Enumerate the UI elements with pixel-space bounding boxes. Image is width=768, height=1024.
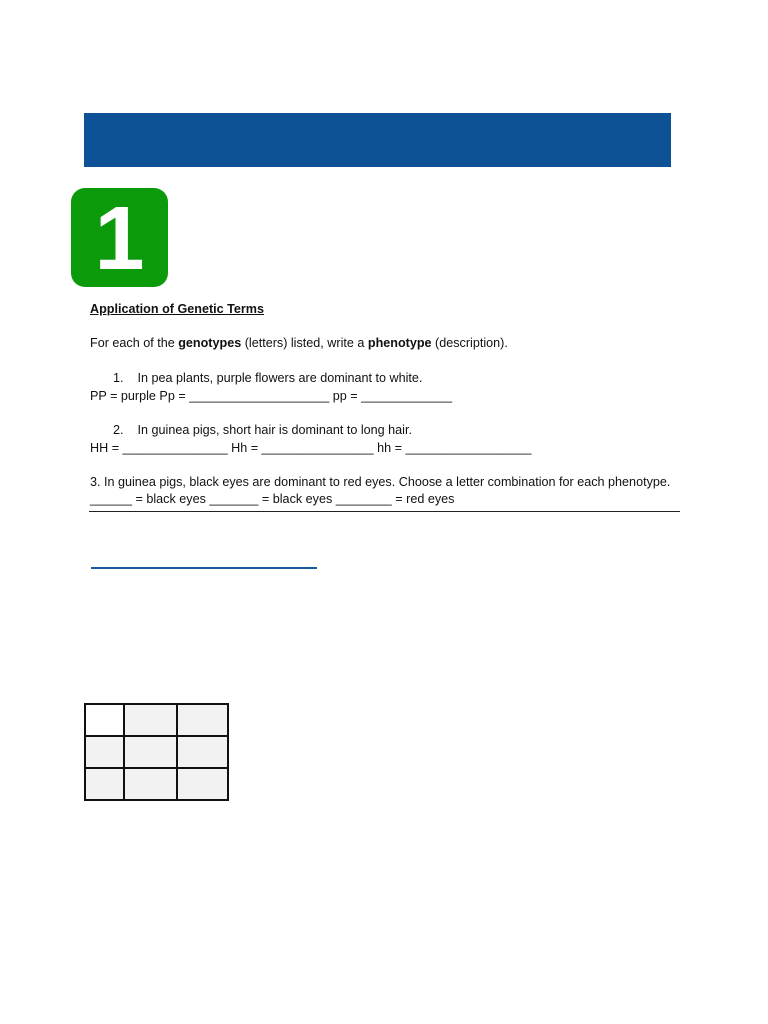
punnett-cell[interactable] (124, 768, 177, 800)
header-banner (84, 113, 671, 167)
punnett-cell[interactable] (177, 768, 228, 800)
punnett-row (85, 736, 228, 768)
genotypes-term: genotypes (178, 336, 242, 350)
question-1-answer-line[interactable]: PP = purple Pp = ____________________ pp = _____________ (90, 389, 453, 403)
punnett-row (85, 704, 228, 736)
question-3-text: 3. In guinea pigs, black eyes are dominant to red eyes. Choose a letter combination for each phenotype. (90, 475, 671, 489)
question-2-number: 2. (113, 423, 124, 437)
punnett-header-cell[interactable] (85, 768, 124, 800)
question-2 (113, 422, 412, 438)
section-number: 1 (94, 188, 145, 289)
section-divider (89, 511, 680, 512)
punnett-square (84, 703, 229, 801)
punnett-header-cell[interactable] (85, 736, 124, 768)
section-number-badge (71, 188, 168, 287)
punnett-cell[interactable] (124, 736, 177, 768)
question-3-answer-line[interactable]: ______ = black eyes _______ = black eyes ________ = red eyes (90, 492, 455, 506)
worksheet-heading: Application of Genetic Terms (90, 302, 265, 316)
instructions-mid: (letters) listed, write a (241, 336, 368, 350)
punnett-corner-cell (85, 704, 124, 736)
question-1-number: 1. (113, 371, 124, 385)
punnett-cell[interactable] (177, 736, 228, 768)
punnett-row (85, 768, 228, 800)
punnett-header-cell[interactable] (124, 704, 177, 736)
blue-underline (91, 567, 317, 569)
instructions-suffix: (description). (431, 336, 508, 350)
question-1 (113, 370, 422, 386)
question-2-text: In guinea pigs, short hair is dominant to long hair. (137, 423, 412, 437)
punnett-header-cell[interactable] (177, 704, 228, 736)
phenotype-term: phenotype (367, 336, 432, 350)
instructions-prefix: For each of the (90, 336, 179, 350)
instructions (90, 335, 508, 351)
question-2-answer-line[interactable]: HH = _______________ Hh = ________________ hh = __________________ (90, 441, 532, 455)
question-1-text: In pea plants, purple flowers are dominant to white. (137, 371, 423, 385)
